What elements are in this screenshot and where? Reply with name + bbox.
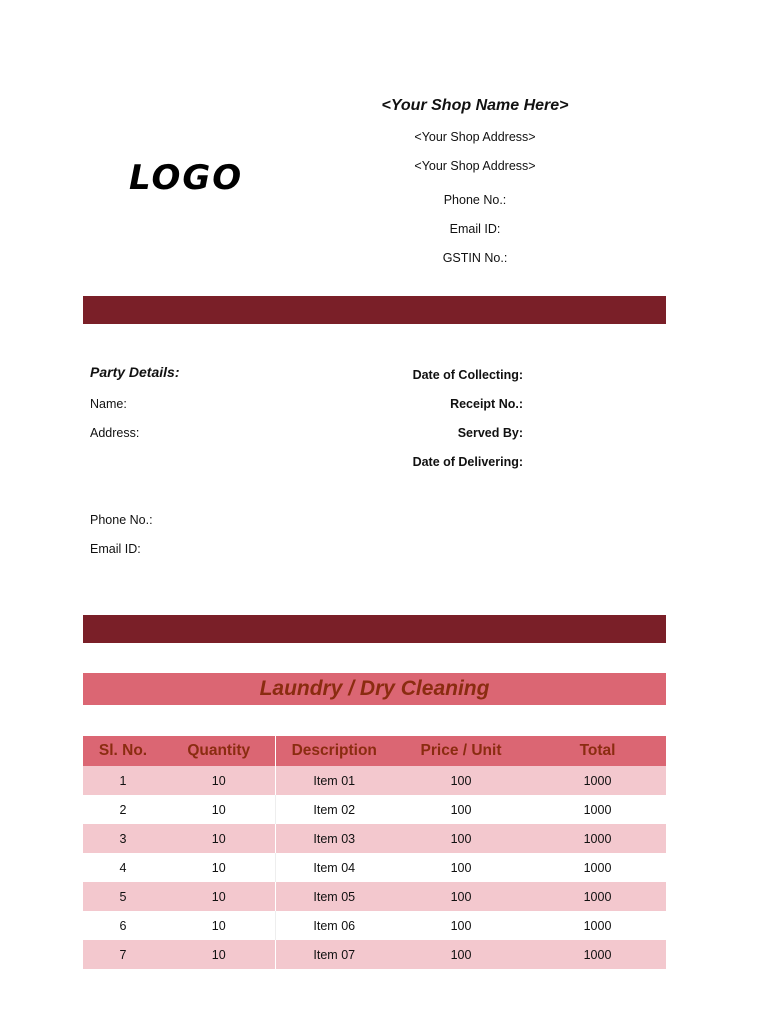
cell-quantity: 10 bbox=[163, 940, 275, 969]
cell-quantity: 10 bbox=[163, 882, 275, 911]
items-table bbox=[83, 736, 666, 969]
party-address-label: Address: bbox=[90, 426, 140, 440]
cell-description: Item 03 bbox=[275, 824, 393, 853]
cell-price-unit: 100 bbox=[393, 766, 529, 795]
header-sl-no: Sl. No. bbox=[83, 736, 163, 766]
cell-quantity: 10 bbox=[163, 766, 275, 795]
header-description: Description bbox=[275, 736, 393, 766]
cell-sl-no: 4 bbox=[83, 853, 163, 882]
table-row bbox=[83, 882, 666, 911]
cell-price-unit: 100 bbox=[393, 911, 529, 940]
shop-gstin-label: GSTIN No.: bbox=[442, 251, 508, 265]
table-row bbox=[83, 766, 666, 795]
cell-description: Item 06 bbox=[275, 911, 393, 940]
cell-description: Item 02 bbox=[275, 795, 393, 824]
cell-sl-no: 6 bbox=[83, 911, 163, 940]
cell-description: Item 05 bbox=[275, 882, 393, 911]
party-details-title: Party Details: bbox=[90, 364, 180, 380]
table-header-row bbox=[83, 736, 666, 766]
cell-total: 1000 bbox=[529, 882, 666, 911]
table-row bbox=[83, 853, 666, 882]
header-price-unit: Price / Unit bbox=[393, 736, 529, 766]
cell-total: 1000 bbox=[529, 824, 666, 853]
cell-description: Item 04 bbox=[275, 853, 393, 882]
header-quantity: Quantity bbox=[163, 736, 275, 766]
logo: LOGO bbox=[129, 158, 244, 198]
shop-address-1: <Your Shop Address> bbox=[414, 130, 536, 144]
table-row bbox=[83, 911, 666, 940]
cell-sl-no: 1 bbox=[83, 766, 163, 795]
cell-sl-no: 5 bbox=[83, 882, 163, 911]
receipt-no-label: Receipt No.: bbox=[450, 397, 523, 411]
cell-price-unit: 100 bbox=[393, 882, 529, 911]
cell-price-unit: 100 bbox=[393, 795, 529, 824]
cell-quantity: 10 bbox=[163, 911, 275, 940]
cell-quantity: 10 bbox=[163, 795, 275, 824]
cell-description: Item 01 bbox=[275, 766, 393, 795]
cell-description: Item 07 bbox=[275, 940, 393, 969]
cell-price-unit: 100 bbox=[393, 940, 529, 969]
header-divider-bar bbox=[83, 296, 666, 324]
cell-sl-no: 3 bbox=[83, 824, 163, 853]
header-total: Total bbox=[529, 736, 666, 766]
party-name-label: Name: bbox=[90, 397, 127, 411]
cell-quantity: 10 bbox=[163, 853, 275, 882]
cell-total: 1000 bbox=[529, 766, 666, 795]
party-phone-label: Phone No.: bbox=[90, 513, 153, 527]
cell-sl-no: 2 bbox=[83, 795, 163, 824]
section-divider-bar bbox=[83, 615, 666, 643]
table-row bbox=[83, 824, 666, 853]
shop-email-label: Email ID: bbox=[449, 222, 501, 236]
cell-price-unit: 100 bbox=[393, 824, 529, 853]
date-collecting-label: Date of Collecting: bbox=[412, 368, 523, 382]
cell-total: 1000 bbox=[529, 940, 666, 969]
table-row bbox=[83, 795, 666, 824]
shop-phone-label: Phone No.: bbox=[443, 193, 507, 207]
cell-total: 1000 bbox=[529, 911, 666, 940]
cell-quantity: 10 bbox=[163, 824, 275, 853]
party-email-label: Email ID: bbox=[90, 542, 141, 556]
cell-total: 1000 bbox=[529, 853, 666, 882]
shop-name: <Your Shop Name Here> bbox=[381, 97, 569, 114]
shop-address-2: <Your Shop Address> bbox=[414, 159, 536, 173]
served-by-label: Served By: bbox=[457, 426, 523, 440]
cell-sl-no: 7 bbox=[83, 940, 163, 969]
cell-price-unit: 100 bbox=[393, 853, 529, 882]
section-title: Laundry / Dry Cleaning bbox=[83, 673, 666, 705]
table-row bbox=[83, 940, 666, 969]
date-delivering-label: Date of Delivering: bbox=[412, 455, 523, 469]
cell-total: 1000 bbox=[529, 795, 666, 824]
